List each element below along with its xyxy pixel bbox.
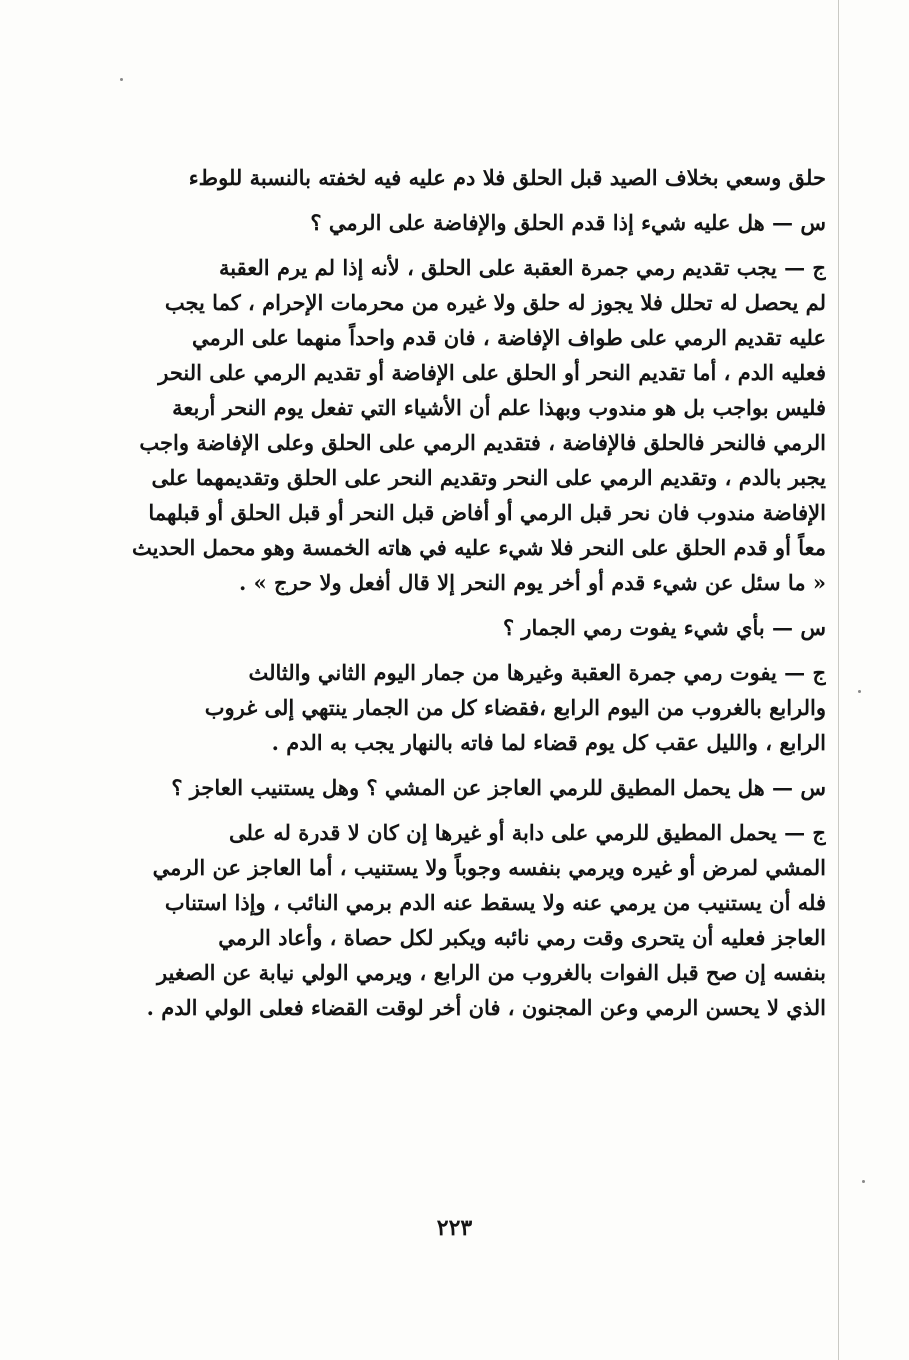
text-line: يجبر بالدم ، وتقديم الرمي على النحر وتقديم النحر على الحلق وتقديمهما على [151, 465, 826, 490]
page-number: ٢٢٣ [436, 1215, 473, 1241]
text-line: معاً أو قدم الحلق على النحر فلا شيء عليه في هاته الخمسة وهو محمل الحديث [132, 535, 826, 560]
question-line: س — هل عليه شيء إذا قدم الحلق والإفاضة على الرمي ؟ [310, 210, 826, 235]
text-line: الإفاضة مندوب فان نحر قبل الرمي أو أفاض قبل النحر أو قبل الحلق أو قبلهما [148, 500, 826, 525]
text-line: المشي لمرض أو غيره ويرمي بنفسه وجوباً ولا يستنيب ، أما العاجز عن الرمي [152, 855, 826, 880]
text-line: « ما سئل عن شيء قدم أو أخر يوم النحر إلا قال أفعل ولا حرج » . [238, 570, 826, 595]
scan-speck [120, 78, 123, 81]
text-line: فعليه الدم ، أما تقديم النحر أو الحلق على الإفاضة أو تقديم الرمي على النحر [158, 360, 826, 385]
answer-line: ج — يفوت رمي جمرة العقبة وغيرها من جمار اليوم الثاني والثالث [248, 660, 826, 685]
text-line: لم يحصل له تحلل فلا يجوز له حلق ولا غيره من محرمات الإحرام ، كما يجب [164, 290, 826, 315]
text-line: عليه تقديم الرمي على طواف الإفاضة ، فان قدم واحداً منهما على الرمي [191, 325, 826, 350]
scan-speck [858, 690, 861, 693]
text-line: فليس بواجب بل هو مندوب وبهذا علم أن الأشياء التي تفعل يوم النحر أربعة [172, 395, 826, 420]
answer-line: ج — يحمل المطيق للرمي على دابة أو غيرها إن كان لا قدرة له على [228, 820, 826, 845]
text-line: الرابع ، والليل عقب كل يوم قضاء لما فاته بالنهار يجب به الدم . [271, 730, 826, 755]
text-line: والرابع بالغروب من اليوم الرابع ،فقضاء كل من الجمار ينتهي إلى غروب [204, 695, 826, 720]
question-line: س — هل يحمل المطيق للرمي العاجز عن المشي ؟ وهل يستنيب العاجز ؟ [171, 775, 826, 800]
text-line: فله أن يستنيب من يرمي عنه ولا يسقط عنه الدم برمي النائب ، وإذا استناب [164, 890, 826, 915]
page-body-text [118, 160, 826, 1025]
text-line: الذي لا يحسن الرمي وعن المجنون ، فان أخر لوقت القضاء فعلى الولي الدم . [146, 995, 826, 1020]
answer-line: ج — يجب تقديم رمي جمرة العقبة على الحلق ، لأنه إذا لم يرم العقبة [219, 255, 826, 280]
page-edge-line [838, 0, 839, 1360]
scan-speck [862, 1180, 865, 1183]
text-line: بنفسه إن صح قبل الفوات بالغروب من الرابع ، ويرمي الولي نيابة عن الصغير [156, 960, 826, 985]
question-line: س — بأي شيء يفوت رمي الجمار ؟ [502, 615, 826, 640]
text-line: حلق وسعي بخلاف الصيد قبل الحلق فلا دم عليه فيه لخفته بالنسبة للوطء [188, 165, 826, 190]
text-line: العاجز فعليه أن يتحرى وقت رمي نائبه ويكبر لكل حصاة ، وأعاد الرمي [218, 925, 826, 950]
text-line: الرمي فالنحر فالحلق فالإفاضة ، فتقديم الرمي على الحلق وعلى الإفاضة واجب [139, 430, 826, 455]
